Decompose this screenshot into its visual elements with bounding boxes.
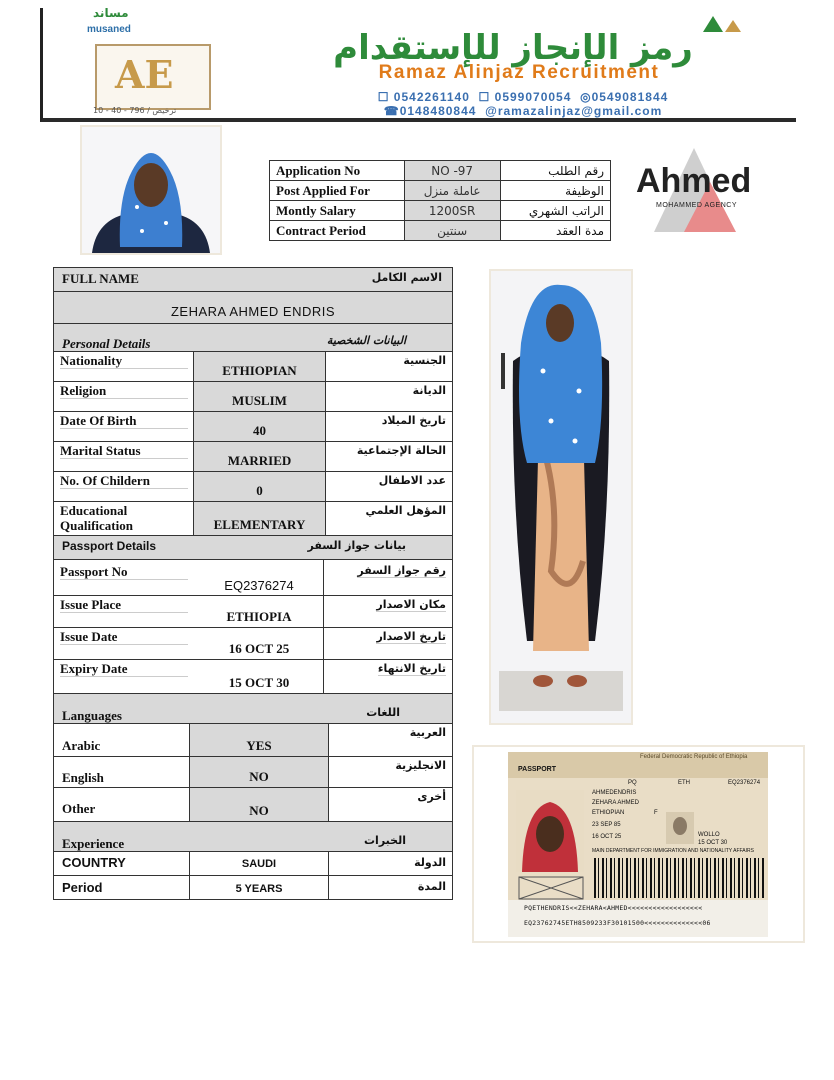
country-value: SAUDI bbox=[241, 858, 277, 870]
experience-label-ar: الخبرات bbox=[364, 834, 406, 847]
table-row bbox=[270, 221, 611, 241]
issue-date-label: Issue Date bbox=[60, 629, 188, 645]
marital-label: Marital Status bbox=[60, 443, 188, 459]
passport-mrz-line-2: EQ23762745ETH8509233F30101500<<<<<<<<<<<<<<06 bbox=[524, 919, 711, 927]
table-row bbox=[270, 201, 611, 221]
table-row bbox=[270, 161, 611, 181]
passport-nationality: ETHIOPIAN bbox=[592, 810, 625, 816]
agency-logo bbox=[95, 44, 211, 110]
full-name-row bbox=[54, 292, 452, 324]
passport-dob: 23 SEP 85 bbox=[592, 822, 621, 828]
languages-header bbox=[54, 694, 452, 724]
table-row bbox=[54, 502, 452, 536]
musaned-logo: musaned bbox=[87, 24, 131, 35]
passport-surname: AHMEDENDRIS bbox=[592, 790, 637, 796]
passport-authority: MAIN DEPARTMENT FOR IMMIGRATION AND NATIONALITY AFFAIRS bbox=[592, 848, 754, 854]
application-no-value: NO -97 bbox=[404, 161, 500, 181]
passport-pob: WOLLO bbox=[698, 832, 720, 838]
phone-3: 0549081844 bbox=[591, 90, 669, 104]
full-body-photo bbox=[489, 269, 633, 725]
table-row bbox=[54, 382, 452, 412]
expiry-date-label: Expiry Date bbox=[60, 661, 188, 677]
passport-barcode-icon bbox=[594, 858, 764, 898]
children-value: 0 bbox=[256, 483, 263, 498]
country-label: COUNTRY bbox=[62, 855, 126, 870]
personal-header bbox=[54, 324, 452, 352]
education-value: ELEMENTARY bbox=[213, 517, 306, 532]
passport-no-label: Passport No bbox=[60, 564, 188, 580]
issue-place-label-ar: مكان الاصدار bbox=[376, 598, 446, 611]
english-value: NO bbox=[249, 769, 269, 784]
children-label: No. Of Childern bbox=[60, 473, 188, 489]
country-label-ar: الدولة bbox=[414, 856, 446, 869]
arabic-label-ar: العربية bbox=[409, 726, 446, 739]
post-label-ar: الوظيفة bbox=[500, 181, 610, 201]
other-label-ar: أخرى bbox=[417, 790, 446, 803]
period-value: 5 YEARS bbox=[235, 883, 283, 895]
musaned-logo-ar: مساند bbox=[93, 8, 129, 20]
personal-label: Personal Details bbox=[62, 336, 151, 351]
dob-label-ar: تاريخ الميلاد bbox=[381, 414, 446, 427]
full-name-label-ar: الاسم الكامل bbox=[371, 271, 442, 284]
issue-date-value: 16 OCT 25 bbox=[228, 641, 290, 656]
email: ramazalinjaz@gmail.com bbox=[497, 104, 663, 118]
passport-label-ar: بيانات جواز السفر bbox=[307, 539, 406, 552]
contract-label: Contract Period bbox=[270, 221, 405, 241]
contract-label-ar: مدة العقد bbox=[500, 221, 610, 241]
table-row bbox=[54, 757, 452, 788]
marital-value: MARRIED bbox=[227, 453, 292, 468]
profile-photo bbox=[80, 125, 222, 255]
arabic-label: Arabic bbox=[62, 738, 101, 753]
languages-label: Languages bbox=[62, 708, 122, 723]
post-label: Post Applied For bbox=[270, 181, 405, 201]
personal-label-ar: البيانات الشخصية bbox=[326, 334, 406, 347]
post-value: عاملة منزل bbox=[404, 181, 500, 201]
person-portrait-image bbox=[82, 127, 220, 253]
other-value: NO bbox=[249, 803, 269, 818]
ahmed-agency-logo bbox=[636, 148, 760, 236]
application-no-label: Application No bbox=[270, 161, 405, 181]
cv-form bbox=[53, 267, 453, 900]
passport-type-code: PQ bbox=[628, 780, 637, 786]
issue-date-label-ar: تاريخ الاصدار bbox=[376, 630, 446, 643]
other-label: Other bbox=[62, 801, 96, 816]
phone-1: 0542261140 bbox=[393, 90, 470, 104]
passport-number: EQ2376274 bbox=[728, 780, 761, 786]
phone-icon: ☐ bbox=[377, 90, 390, 104]
dob-label: Date Of Birth bbox=[60, 413, 188, 429]
arabic-value: YES bbox=[246, 738, 272, 753]
telephone-icon: ☎ bbox=[383, 104, 400, 118]
table-row bbox=[54, 852, 452, 876]
passport-no-label-ar: رقم جواز السفر bbox=[357, 564, 446, 577]
nationality-value: ETHIOPIAN bbox=[222, 363, 297, 378]
agency-name: Ahmed bbox=[636, 162, 752, 200]
period-label: Period bbox=[62, 880, 103, 895]
brand-title-en: Ramaz Alinjaz Recruitment bbox=[378, 62, 660, 83]
person-full-body-image bbox=[491, 271, 631, 723]
agency-sub: MOHAMMED AGENCY bbox=[656, 202, 738, 209]
dob-value: 40 bbox=[253, 423, 266, 438]
nationality-label: Nationality bbox=[60, 353, 188, 369]
passport-type: PASSPORT bbox=[518, 766, 556, 773]
table-row bbox=[54, 442, 452, 472]
passport-label: Passport Details bbox=[62, 539, 157, 553]
table-row bbox=[54, 876, 452, 899]
table-row bbox=[54, 560, 452, 596]
full-name-value: ZEHARA AHMED ENDRIS bbox=[170, 304, 336, 319]
religion-label-ar: الديانة bbox=[412, 384, 446, 397]
application-no-label-ar: رقم الطلب bbox=[500, 161, 610, 181]
email-icon: @ bbox=[485, 104, 498, 118]
languages-label-ar: اللغات bbox=[366, 706, 400, 719]
full-name-label: FULL NAME bbox=[62, 271, 139, 286]
salary-value: 1200SR bbox=[404, 201, 500, 221]
table-row bbox=[54, 352, 452, 382]
passport-country-code: ETH bbox=[678, 780, 690, 786]
english-label-ar: الانجليزية bbox=[395, 759, 446, 772]
issue-place-label: Issue Place bbox=[60, 597, 188, 613]
expiry-date-value: 15 OCT 30 bbox=[228, 675, 290, 690]
table-row bbox=[270, 181, 611, 201]
passport-header bbox=[54, 536, 452, 560]
full-name-header bbox=[54, 268, 452, 292]
license-number: ترخيص / 796 - 40 - 10 bbox=[93, 106, 177, 115]
brand-title-ar: رمز الإنجاز للإستقدام bbox=[333, 28, 693, 68]
passport-photo-image bbox=[516, 790, 584, 872]
passport-issue-date: 16 OCT 25 bbox=[592, 834, 622, 840]
experience-label: Experience bbox=[62, 836, 125, 851]
issue-place-value: ETHIOPIA bbox=[226, 609, 292, 624]
application-table bbox=[269, 160, 611, 241]
table-row bbox=[54, 628, 452, 660]
passport-sex: F bbox=[654, 810, 658, 816]
contact-line bbox=[253, 104, 793, 118]
marital-label-ar: الحالة الإجتماعية bbox=[356, 444, 446, 457]
children-label-ar: عدد الاطفال bbox=[378, 474, 446, 487]
passport-expiry-date: 15 OCT 30 bbox=[698, 840, 728, 846]
religion-label: Religion bbox=[60, 383, 188, 399]
religion-value: MUSLIM bbox=[232, 393, 287, 408]
passport-no-value: EQ2376274 bbox=[224, 578, 294, 593]
phone-2: 0599070054 bbox=[494, 90, 572, 104]
table-row bbox=[54, 660, 452, 694]
salary-label-ar: الراتب الشهري bbox=[500, 201, 610, 221]
landline: 0148480844 bbox=[399, 104, 477, 118]
passport-scan bbox=[508, 752, 768, 937]
passport-mrz-line-1: PQETHENDRIS<<ZEHARA<AHMED<<<<<<<<<<<<<<<<<< bbox=[524, 904, 703, 912]
contract-value: سنتين bbox=[404, 221, 500, 241]
passport-signature-box-icon bbox=[518, 876, 584, 900]
phone-icon: ☐ bbox=[478, 90, 491, 104]
passport-header-en: Federal Democratic Republic of Ethiopia bbox=[640, 754, 748, 760]
passport-given-name: ZEHARA AHMED bbox=[592, 800, 640, 806]
table-row bbox=[54, 788, 452, 822]
english-label: English bbox=[62, 770, 104, 785]
experience-header bbox=[54, 822, 452, 852]
table-row bbox=[54, 596, 452, 628]
expiry-date-label-ar: تاريخ الانتهاء bbox=[377, 662, 446, 675]
whatsapp-icon: ◎ bbox=[580, 90, 592, 104]
table-row bbox=[54, 412, 452, 442]
logo-mark: AE bbox=[115, 52, 174, 97]
period-label-ar: المدة bbox=[417, 880, 446, 893]
education-label-ar: المؤهل العلمي bbox=[365, 504, 446, 517]
phone-numbers bbox=[253, 90, 793, 104]
passport-ghost-photo-image bbox=[666, 812, 694, 844]
header-banner bbox=[40, 8, 796, 122]
education-label: Educational Qualification bbox=[60, 503, 133, 533]
nationality-label-ar: الجنسية bbox=[403, 354, 446, 367]
table-row bbox=[54, 472, 452, 502]
table-row bbox=[54, 724, 452, 757]
salary-label: Montly Salary bbox=[270, 201, 405, 221]
